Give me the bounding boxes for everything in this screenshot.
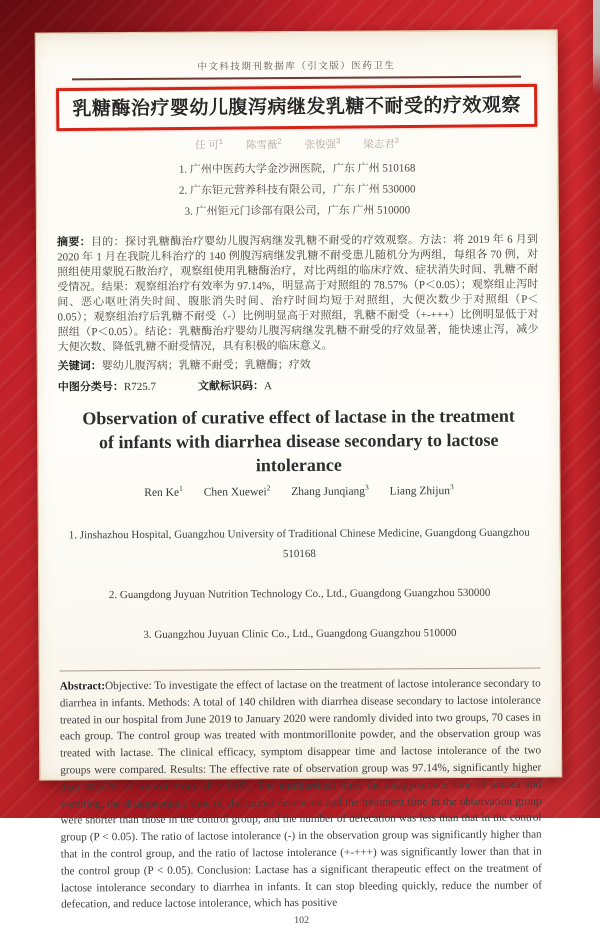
abstract-en-label: Abstract: [60,680,105,692]
author-en [144,487,183,499]
author-en [291,486,369,498]
keywords-line [58,356,539,375]
affiliation-cn: 2. 广东钜元营养科技有限公司，广东 广州 530000 [57,178,538,202]
paper-content [36,30,562,927]
author-affiliation-superscript: 3 [336,136,340,145]
author-name: 任 可 [195,139,219,151]
doc-code-label: 文献标识码： [198,379,264,392]
author-affiliation-superscript: 2 [277,136,281,145]
page-number: 102 [61,914,542,928]
author-en [204,486,271,498]
abstract-cn-text: 目的：探讨乳糖酶治疗婴幼儿腹泻病继发乳糖不耐受的疗效观察。方法：将 2019 年 6 月到 2020 年 1 月在我院儿科治疗的 140 例腹泻病继发乳糖不耐受患儿随机分为两组，每组各 70 例，对照组使用蒙脱石散治疗，观察组使用乳糖酶治疗，对比两组的临床疗效、症状消失时间、乳糖不耐受情况。结果：观察组治疗有效率为 97.14%，明显高于对照组的 78.57%（P＜0.05）；观察组止泻时间、恶心呕吐消失时间、腹胀消失时间、治疗时间均短于对照组，大便次数少于对照组（P＜0.05）；观察组治疗后乳糖不耐受（-）比例明显高于对照组，乳糖不耐受（+-+++）比例明显低于对照组（P＜0.05）。结论：乳糖酶治疗婴幼儿腹泻病继发乳糖不耐受的疗效显著，能快速止泻，减少大便次数、降低乳糖不耐受情况，具有积极的临床意义。 [57,233,539,354]
classification-line [58,376,539,395]
abstract-cn-label: 摘要： [57,235,91,248]
doc-code-value: A [264,380,272,392]
author-cn [363,138,399,150]
affiliations-cn [56,157,537,223]
affiliation-en: 2. Guangdong Juyuan Nutrition Technology Co., Ltd., Guangdong Guangzhou 530000 [59,583,540,606]
keywords-label: 关键词： [58,359,102,372]
affiliation-cn: 3. 广州钜元门诊部有限公司，广东 广州 510000 [57,199,538,223]
author-cn [305,138,341,150]
author-name: Liang Zhijun [390,485,450,497]
author-affiliation-superscript: 3 [365,483,369,492]
author-affiliation-superscript: 2 [267,483,271,492]
photo-edge-sliver [593,0,600,95]
author-cn [195,139,223,151]
author-affiliation-superscript: 3 [395,135,399,144]
journal-header: 中文科技期刊数据库（引文版）医药卫生 [56,57,537,74]
author-name: 陈雪薇 [246,139,278,151]
clc-value: R725.7 [124,381,156,393]
affiliation-en: 1. Jinshazhou Hospital, Guangzhou University of Traditional Chinese Medicine, Guangdong Guangzhou 510168 [59,523,540,566]
header-rule [72,76,521,81]
section-divider-rule [60,668,541,672]
author-name: 梁志君 [363,138,395,150]
abstract-en [60,676,542,914]
article-title-en-line: intolerance [82,452,515,479]
author-cn [246,139,282,151]
author-affiliation-superscript: 1 [179,484,183,493]
author-name: Zhang Junqiang [291,486,365,498]
affiliations-en [59,503,541,666]
authors-cn [56,135,537,153]
author-name: 张俊强 [305,138,337,150]
article-title-en-line: of infants with diarrhea disease secondary to lactose [82,428,515,455]
authors-en [58,482,539,500]
author-affiliation-superscript: 3 [450,482,454,491]
abstract-cn [57,231,539,356]
affiliation-cn: 1. 广州中医药大学金沙洲医院，广东 广州 510168 [56,157,537,181]
affiliation-en: 3. Guangzhou Juyuan Clinic Co., Ltd., Guangdong Guangzhou 510000 [59,623,540,646]
article-title-en-line: Observation of curative effect of lactase in the treatment [82,404,515,431]
abstract-en-text: Objective: To investigate the effect of lactase on the treatment of lactose intolerance secondary to diarrhea in infants. Methods: A total of 140 children with diarrhea disease secondary to lactose intolerance treated in our hospital from June 2019 to January 2020 were randomly divided into two groups, 70 cases in each group. The control group was treated with montmorillonite powder, and the observation group was treated with lactase. The clinical efficacy, symptom disappear time and lactose intolerance of the two groups were compared. Results: The effective rate of observation group was 97.14%, significantly higher than 78.57% of control group (P < 0.05). The antidiarrheal time, the disappearance time of nausea and vomiting, the disappearance time of abdominal distension and the treatment time in the observation group were shorter than those in the control group, and the number of defecation was less than that in the control group (P < 0.05). The ratio of lactose intolerance (-) in the observation group was significantly higher than that in the control group, and the ratio of lactose intolerance (+-+++) was significantly lower than that in the control group (P < 0.05). Conclusion: Lactase has a significant therapeutic effect on the treatment of lactose intolerance secondary to diarrhea in infants. It can stop bleeding quickly, reduce the number of defecation, and reduce lactose intolerance, which has positive [60,678,542,911]
author-name: Chen Xuewei [204,486,267,498]
title-highlight-box [56,84,537,131]
article-title-cn: 乳糖酶治疗婴幼儿腹泻病继发乳糖不耐受的疗效观察 [61,92,532,122]
clc-label: 中图分类号： [58,380,124,393]
author-en [390,485,454,497]
article-title-en [82,404,515,479]
author-name: Ren Ke [144,487,179,499]
keywords-text: 婴幼儿腹泻病；乳糖不耐受；乳糖酶；疗效 [102,359,311,372]
paper-page [35,29,563,780]
author-affiliation-superscript: 1 [219,136,223,145]
